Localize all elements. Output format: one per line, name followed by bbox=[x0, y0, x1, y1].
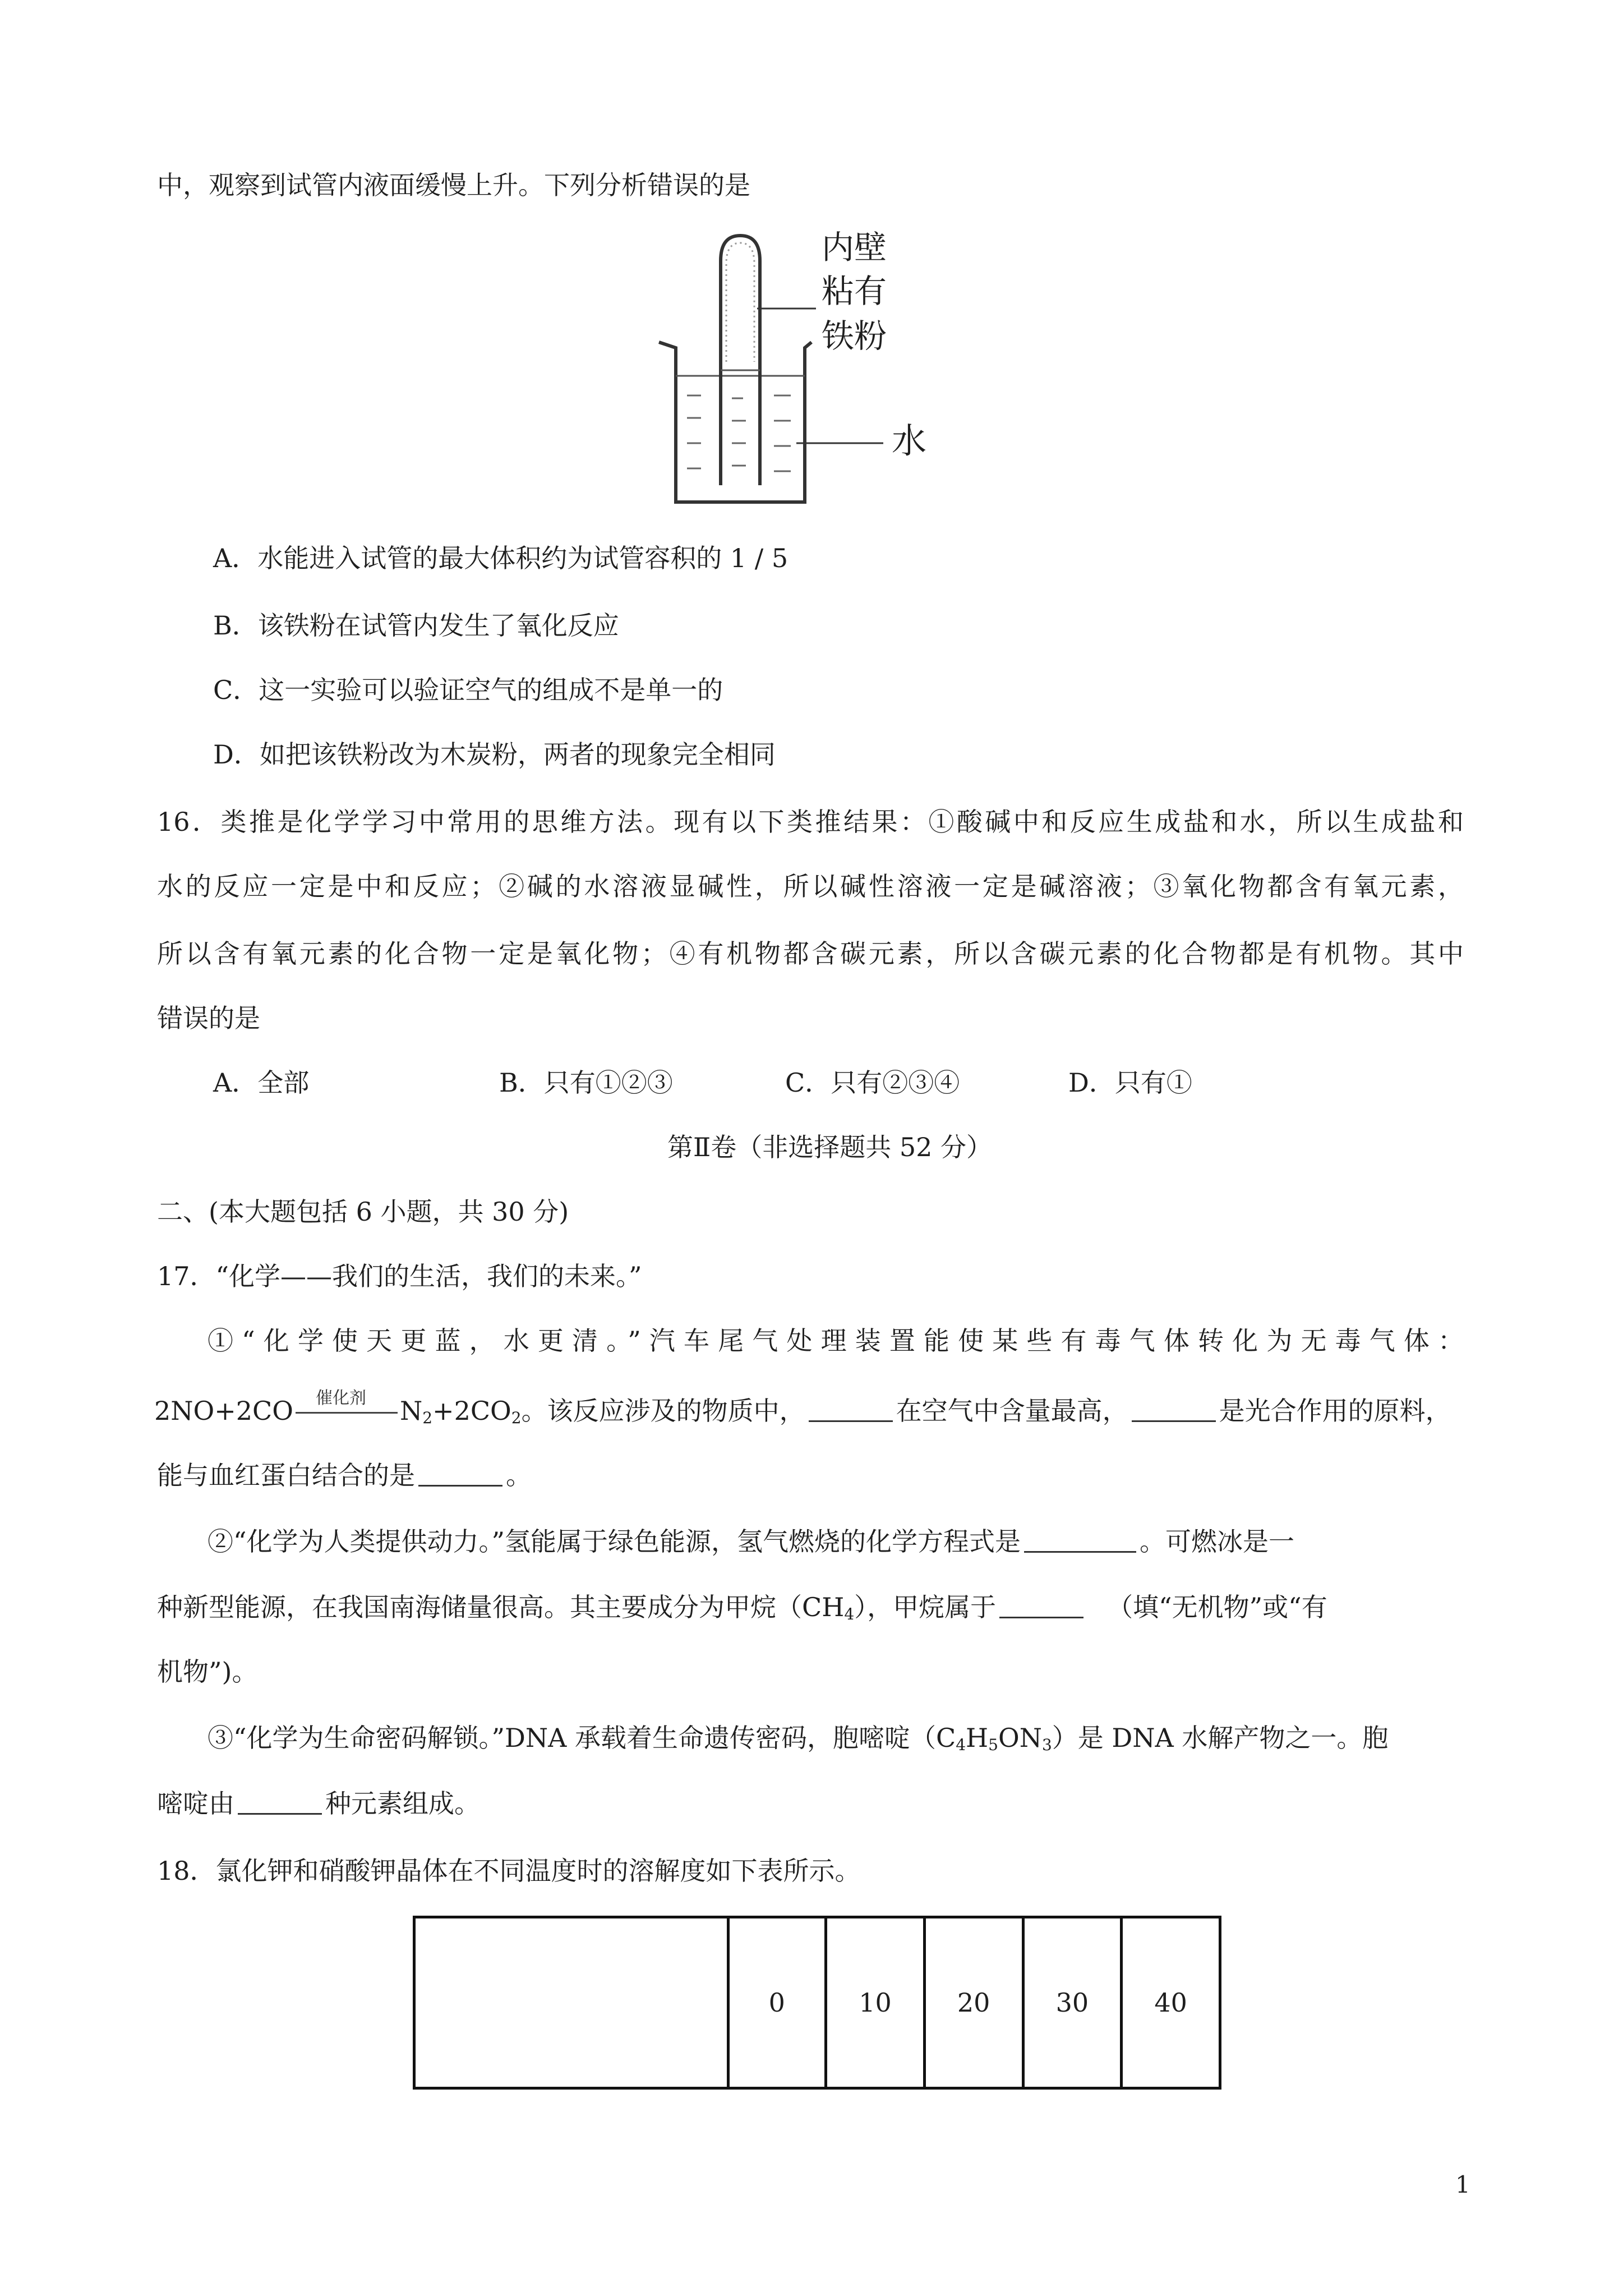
figure-label-2: 粘有 bbox=[822, 272, 887, 310]
q16-option-d: D．只有① bbox=[1068, 1068, 1192, 1098]
q16-line-4: 错误的是 bbox=[157, 1003, 260, 1033]
q17-2-text-2: 。可燃冰是一 bbox=[1140, 1526, 1295, 1557]
q16-option-a: A．全部 bbox=[213, 1068, 310, 1098]
q17-1-line-3 bbox=[157, 1458, 532, 1492]
catalyst-arrow bbox=[293, 1388, 400, 1428]
h-symbol: H bbox=[966, 1723, 989, 1753]
q17-1-equation-line bbox=[154, 1388, 1451, 1428]
q17-intro: 17．“化学——我们的生活，我们的未来。” bbox=[157, 1261, 642, 1291]
q16-option-b: B．只有①②③ bbox=[499, 1068, 673, 1098]
beaker-outline bbox=[659, 342, 811, 502]
q17-1-line-1: ①“化学使天更蓝，水更清。”汽车尾气处理装置能使某些有毒气体转化为无毒气体： bbox=[208, 1326, 1464, 1356]
table-temp-40: 40 bbox=[1122, 1917, 1220, 2088]
page-number: 1 bbox=[1455, 2171, 1470, 2198]
on-symbol: ON bbox=[998, 1723, 1042, 1753]
q17-2-text-5: （填“无机物”或“有 bbox=[1107, 1592, 1327, 1622]
q17-1-text-4: 能与血红蛋白结合的是 bbox=[157, 1460, 415, 1490]
q15-stem: 中，观察到试管内液面缓慢上升。下列分析错误的是 bbox=[157, 170, 750, 200]
q17-2-blank-1[interactable] bbox=[1024, 1526, 1136, 1553]
q17-3-text-2: ）是 DNA 水解产物之一。胞 bbox=[1052, 1723, 1389, 1753]
n2-subscript: 2 bbox=[422, 1409, 433, 1427]
table-row bbox=[414, 1917, 1220, 2088]
q15-option-d: D．如把该铁粉改为木炭粉，两者的现象完全相同 bbox=[213, 739, 776, 770]
table-temp-20: 20 bbox=[924, 1917, 1023, 2088]
q17-3-blank-1[interactable] bbox=[238, 1788, 322, 1815]
q16-line-1: 16．类推是化学学习中常用的思维方法。现有以下类推结果：①酸碱中和反应生成盐和水，所以生成盐和 bbox=[157, 807, 1464, 837]
q17-2-blank-2[interactable] bbox=[999, 1592, 1083, 1618]
catalyst-label: 催化剂 bbox=[315, 1388, 366, 1408]
n-subscript: 3 bbox=[1041, 1736, 1052, 1754]
q15-option-a: A．水能进入试管的最大体积约为试管容积的 1 / 5 bbox=[213, 543, 789, 573]
q17-1-blank-1[interactable] bbox=[809, 1396, 893, 1422]
q16-line-2: 水的反应一定是中和反应；②碱的水溶液显碱性，所以碱性溶液一定是碱溶液；③氧化物都含有氧元素， bbox=[157, 871, 1464, 901]
q17-1-text-1: 。该反应涉及的物质中， bbox=[521, 1396, 805, 1426]
figure-label-3: 铁粉 bbox=[822, 317, 887, 355]
q15-option-b: B．该铁粉在试管内发生了氧化反应 bbox=[213, 610, 619, 641]
solubility-table bbox=[413, 1916, 1221, 2090]
ch4-subscript: 4 bbox=[844, 1605, 855, 1623]
test-tube-figure bbox=[653, 227, 945, 513]
table-temp-10: 10 bbox=[826, 1917, 925, 2088]
q17-3-text-1: ③“化学为生命密码解锁。”DNA 承载着生命遗传密码，胞嘧啶（C bbox=[208, 1723, 956, 1753]
q17-1-text-3: 是光合作用的原料， bbox=[1219, 1396, 1451, 1426]
q17-2-line-1 bbox=[208, 1525, 1294, 1558]
q17-1-blank-2[interactable] bbox=[1132, 1396, 1216, 1422]
figure-label-water: 水 bbox=[892, 420, 927, 461]
q17-1-text-2: 在空气中含量最高， bbox=[896, 1396, 1128, 1426]
q17-1-blank-3[interactable] bbox=[418, 1460, 502, 1487]
table-temp-0: 0 bbox=[728, 1917, 826, 2088]
q17-2-text-4: ），甲烷属于 bbox=[854, 1592, 997, 1622]
q17-3-line-1 bbox=[208, 1721, 1388, 1755]
h-subscript: 5 bbox=[988, 1736, 998, 1754]
q15-option-c: C．这一实验可以验证空气的组成不是单一的 bbox=[213, 675, 723, 705]
figure-label-1: 内壁 bbox=[822, 228, 887, 266]
equation-reactants: 2NO+2CO bbox=[154, 1396, 293, 1426]
table-header-blank bbox=[414, 1917, 728, 2088]
equation-n2: N bbox=[399, 1396, 423, 1426]
q17-2-line-3: 机物”)。 bbox=[157, 1657, 258, 1687]
test-tube-diagram bbox=[653, 227, 945, 513]
c-subscript: 4 bbox=[956, 1736, 966, 1754]
water-dashes bbox=[687, 395, 791, 471]
co2-subscript: 2 bbox=[511, 1409, 522, 1427]
q16-option-c: C．只有②③④ bbox=[785, 1068, 960, 1098]
q17-3-text-4: 种元素组成。 bbox=[325, 1788, 480, 1819]
q17-3-text-3: 嘧啶由 bbox=[157, 1788, 234, 1819]
q17-2-line-2 bbox=[157, 1590, 1327, 1624]
part2-title: 第Ⅱ卷（非选择题共 52 分） bbox=[667, 1132, 993, 1162]
iron-powder-layer bbox=[726, 243, 754, 362]
q18-intro: 18．氯化钾和硝酸钾晶体在不同温度时的溶解度如下表所示。 bbox=[157, 1856, 861, 1886]
table-temp-30: 30 bbox=[1023, 1917, 1122, 2088]
q17-1-text-5: 。 bbox=[506, 1460, 532, 1490]
q16-line-3: 所以含有氧元素的化合物一定是氧化物；④有机物都含碳元素，所以含碳元素的化合物都是有机物。其中 bbox=[157, 938, 1464, 969]
q17-3-line-2 bbox=[157, 1787, 480, 1820]
section2-heading: 二、(本大题包括 6 小题，共 30 分) bbox=[157, 1197, 569, 1227]
q17-2-text-3: 种新型能源，在我国南海储量很高。其主要成分为甲烷（CH bbox=[157, 1592, 845, 1622]
equation-co2: +2CO bbox=[432, 1396, 511, 1426]
q17-2-text-1: ②“化学为人类提供动力。”氢能属于绿色能源，氢气燃烧的化学方程式是 bbox=[208, 1526, 1021, 1557]
